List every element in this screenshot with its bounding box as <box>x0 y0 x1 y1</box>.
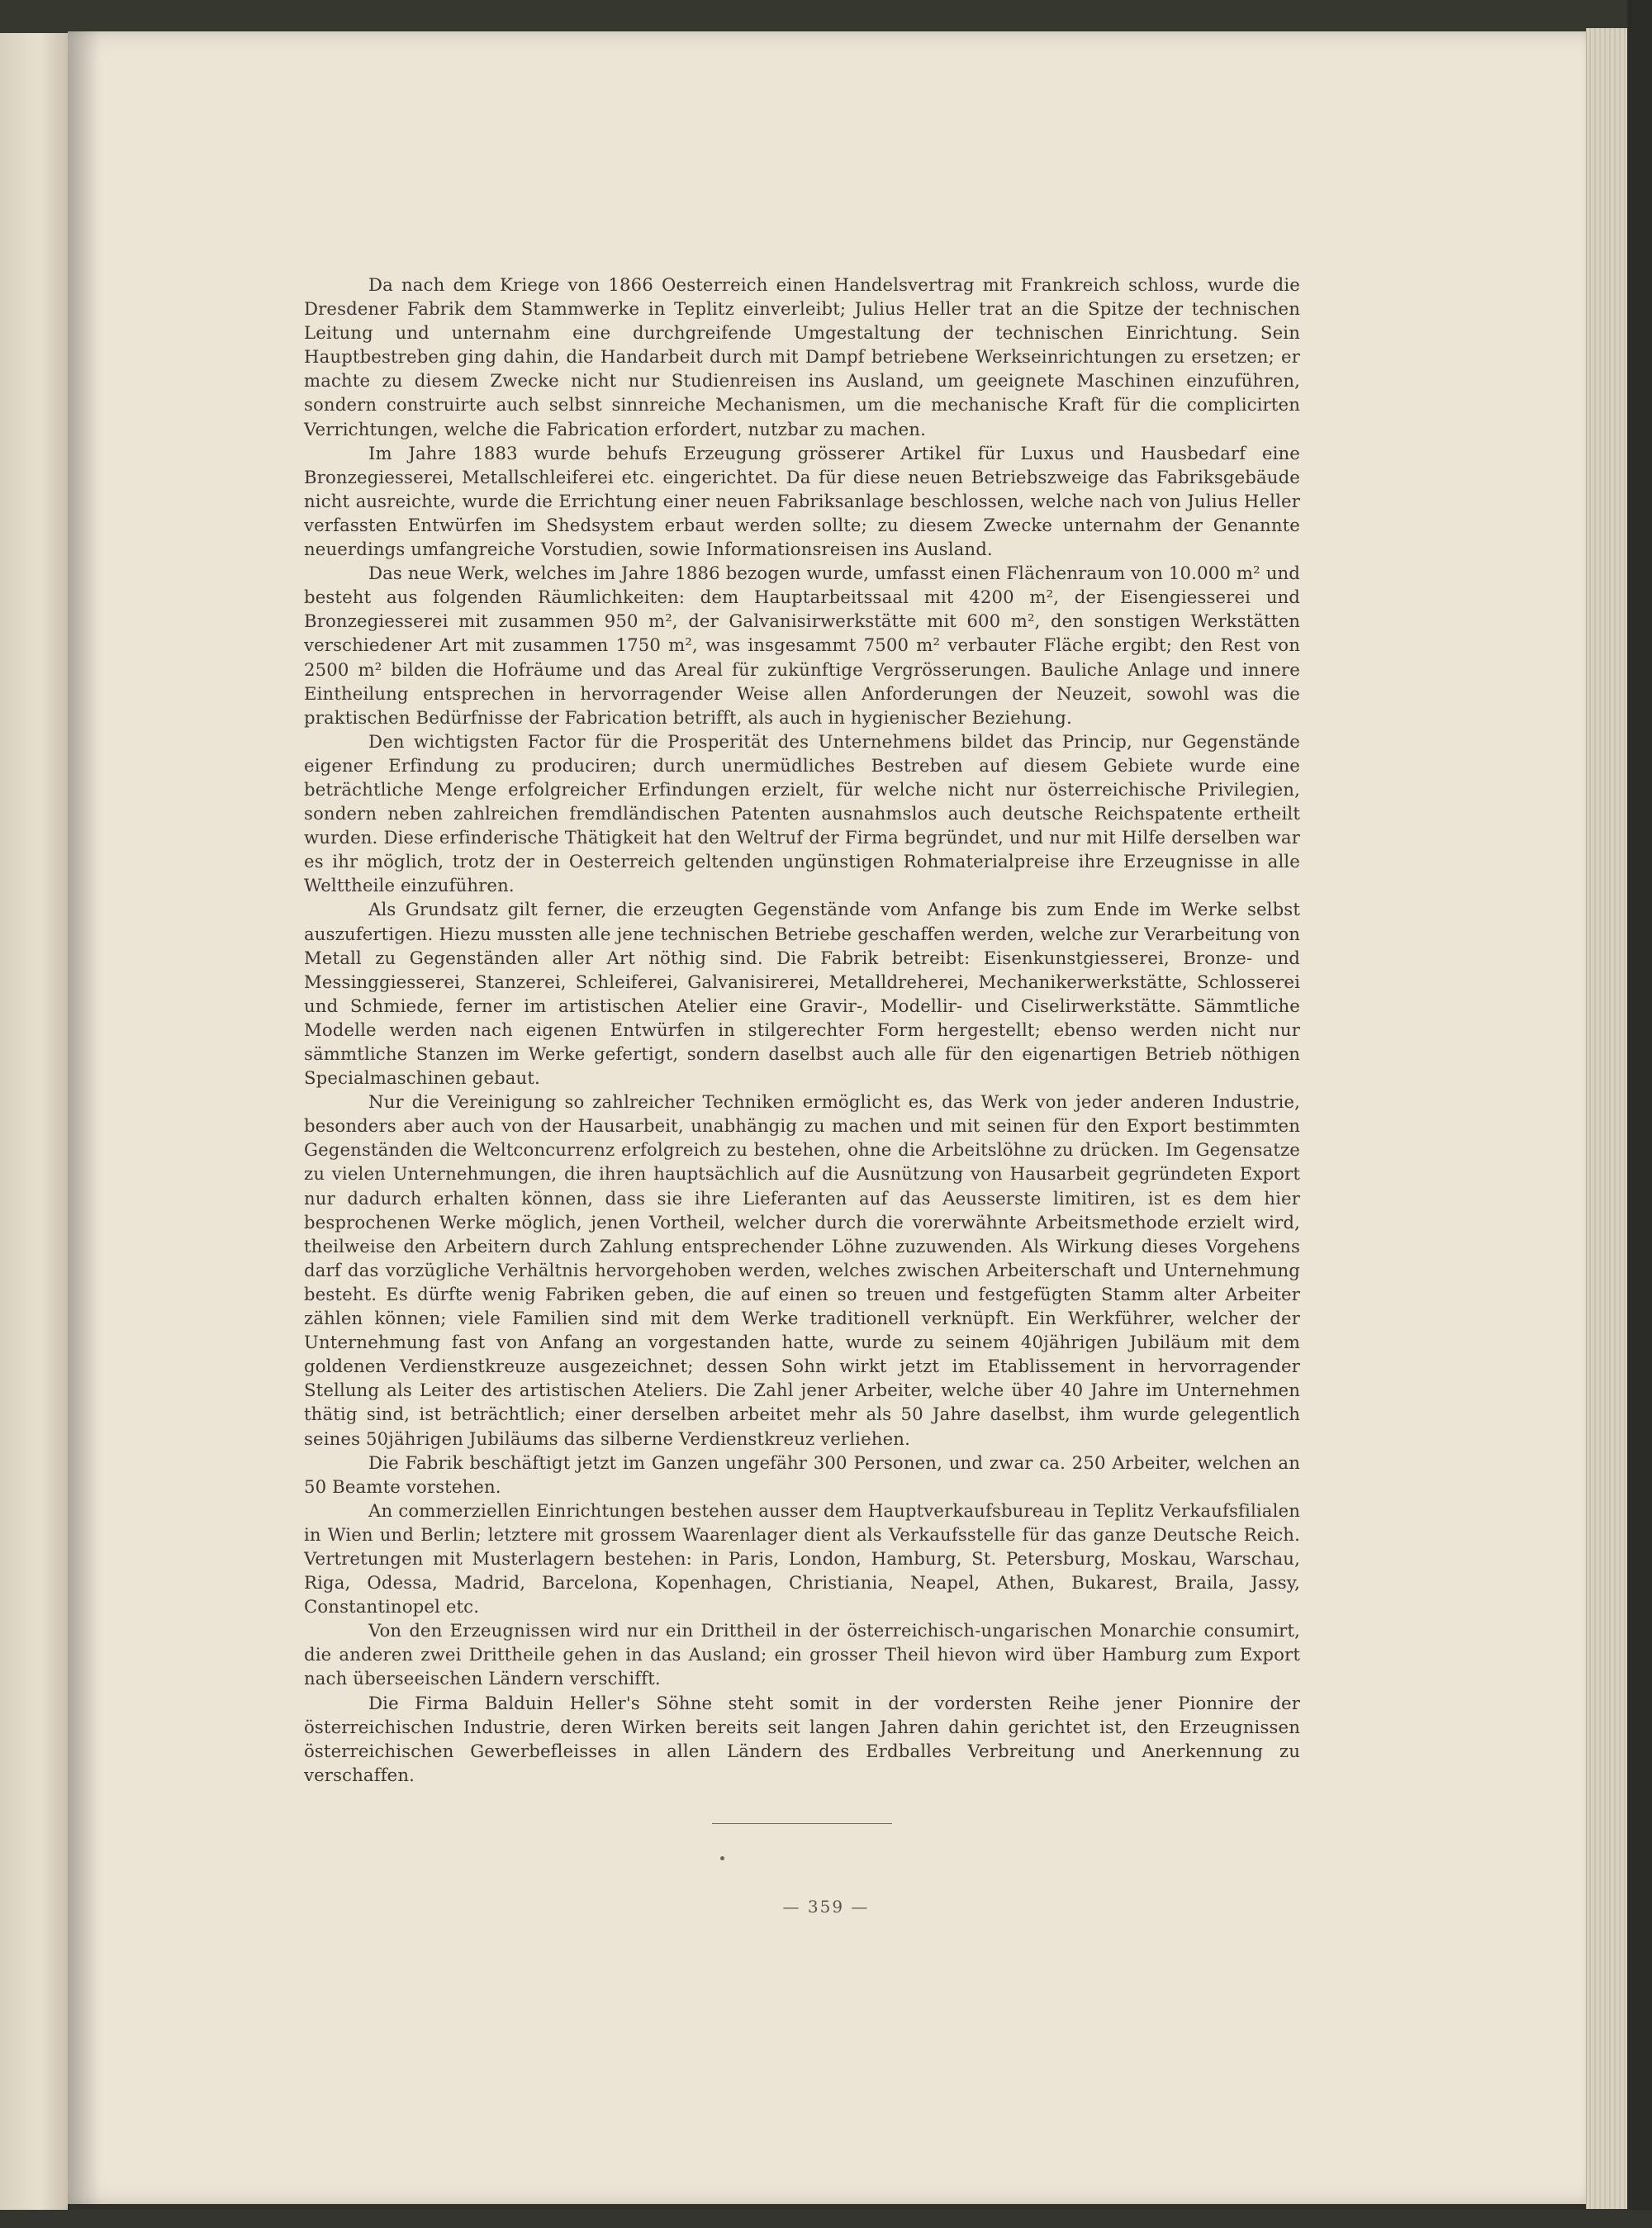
ink-speck <box>720 1856 724 1860</box>
page-number: — 359 — <box>782 1897 870 1917</box>
paragraph: Als Grundsatz gilt ferner, die erzeugten Gegenstände vom Anfange bis zum Ende im Werke selbst auszufertigen. Hiezu mussten alle jene technischen Betriebe geschaffen werden, welche zur Verarbeitung von Metall zu Gegenständen aller Art nöthig sind. Die Fabrik betreibt: Eisenkunstgiesserei, Bronze- und Messinggiesserei, Stanzerei, Schleiferei, Galvanisirerei, Metalldreherei, Mechanikerwerkstätte, Schlosserei und Schmiede, ferner im artistischen Atelier eine Gravir-, Modellir- und Ciselirwerkstätte. Sämmtliche Modelle werden nach eigenen Entwürfen in stilgerechter Form hergestellt; ebenso werden nicht nur sämmtliche Stanzen im Werke gefertigt, sondern daselbst auch alle für den eigenartigen Betrieb nöthigen Specialmaschinen gebaut. <box>304 899 1300 1089</box>
page-stack-edge <box>1586 28 1628 2209</box>
scanner-background-top <box>0 0 1652 33</box>
left-page-edge <box>0 33 68 2214</box>
paragraph: Im Jahre 1883 wurde behufs Erzeugung grösserer Artikel für Luxus und Hausbedarf eine Bronzegiesserei, Metallschleiferei etc. eingerichtet. Da für diese neuen Betriebszweige das Fabriksgebäude nicht ausreichte, wurde die Errichtung einer neuen Fabriksanlage beschlossen, welche nach von Julius Heller verfassten Entwürfen im Shedsystem erbaut werden sollte; zu diesem Zwecke unternahm der Genannte neuerdings umfangreiche Vorstudien, sowie Informationsreisen ins Ausland. <box>304 442 1300 560</box>
body-text <box>304 273 1300 1787</box>
scanner-background-bottom <box>0 2210 1652 2228</box>
section-end-rule <box>712 1823 892 1824</box>
paragraph: An commerziellen Einrichtungen bestehen ausser dem Hauptverkaufsbureau in Teplitz Verkaufsfilialen in Wien und Berlin; letztere mit grossem Waarenlager dient als Verkaufsstelle für das ganze Deutsche Reich. Vertretungen mit Musterlagern bestehen: in Paris, London, Hamburg, St. Petersburg, Moskau, Warschau, Riga, Odessa, Madrid, Barcelona, Kopenhagen, Christiania, Neapel, Athen, Bukarest, Braila, Jassy, Constantinopel etc. <box>304 1499 1300 1618</box>
paragraph: Da nach dem Kriege von 1866 Oesterreich einen Handelsvertrag mit Frankreich schloss, wurde die Dresdener Fabrik dem Stammwerke in Teplitz einverleibt; Julius Heller trat an die Spitze der technischen Leitung und unternahm eine durchgreifende Umgestaltung der technischen Einrichtung. Sein Hauptbestreben ging dahin, die Handarbeit durch mit Dampf betriebene Werkseinrichtungen zu ersetzen; er machte zu diesem Zwecke nicht nur Studienreisen ins Ausland, um geeignete Maschinen einzuführen, sondern construirte auch selbst sinnreiche Mechanismen, um die mechanische Kraft für die complicirten Verrichtungen, welche die Fabrication erfordert, nutzbar zu machen. <box>304 274 1300 439</box>
paragraph: Die Fabrik beschäftigt jetzt im Ganzen ungefähr 300 Personen, und zwar ca. 250 Arbeiter, welchen an 50 Beamte vorstehen. <box>304 1451 1300 1497</box>
scanner-background-right <box>1627 0 1652 2228</box>
gutter-shadow <box>68 31 101 2204</box>
paragraph: Nur die Vereinigung so zahlreicher Techniken ermöglicht es, das Werk von jeder anderen Industrie, besonders aber auch von der Hausarbeit, unabhängig zu machen und mit seinen für den Export bestimmten Gegenständen die Weltconcurrenz erfolgreich zu bestehen, ohne die Arbeitslöhne zu drücken. Im Gegensatze zu vielen Unternehmungen, die ihren hauptsächlich auf die Ausnützung von Hausarbeit gegründeten Export nur dadurch erhalten können, dass sie ihre Lieferanten auf das Aeusserste limitiren, ist es dem hier besprochenen Werke möglich, jenen Vortheil, welcher durch die vorerwähnte Arbeitsmethode erzielt wird, theilweise den Arbeitern durch Zahlung entsprechender Löhne zuzuwenden. Als Wirkung dieses Vorgehens darf das vorzügliche Verhältnis hervorgehoben werden, welches zwischen Arbeiterschaft und Unternehmung besteht. Es dürfte wenig Fabriken geben, die auf einen so treuen und festgefügten Stamm alter Arbeiter zählen können; viele Familien sind mit dem Werke traditionell verknüpft. Ein Werkführer, welcher der Unternehmung fast von Anfang an vorgestanden hatte, wurde zu seinem 40jährigen Jubiläum mit dem goldenen Verdienstkreuze ausgezeichnet; dessen Sohn wirkt jetzt im Etablissement in hervorragender Stellung als Leiter des artistischen Ateliers. Die Zahl jener Arbeiter, welche über 40 Jahre im Unternehmen thätig sind, ist beträchtlich; einer derselben arbeitet mehr als 50 Jahre daselbst, ihm wurde gelegentlich seines 50jährigen Jubiläums das silberne Verdienstkreuz verliehen. <box>304 1091 1300 1449</box>
paragraph: Den wichtigsten Factor für die Prosperität des Unternehmens bildet das Princip, nur Gegenstände eigener Erfindung zu produciren; durch unermüdliches Bestreben auf diesem Gebiete wurde eine beträchtliche Menge erfolgreicher Erfindungen erzielt, für welche nicht nur österreichische Privilegien, sondern neben zahlreichen fremdländischen Patenten ausnahmslos auch deutsche Reichspatente ertheilt wurden. Diese erfinderische Thätigkeit hat den Weltruf der Firma begründet, und nur mit Hilfe derselben war es ihr möglich, trotz der in Oesterreich geltenden ungünstigen Rohmaterialpreise ihre Erzeugnisse in alle Welttheile einzuführen. <box>304 730 1300 896</box>
paragraph: Von den Erzeugnissen wird nur ein Drittheil in der österreichisch-ungarischen Monarchie consumirt, die anderen zwei Drittheile gehen in das Ausland; ein grosser Theil hievon wird über Hamburg zum Export nach überseeischen Ländern verschifft. <box>304 1620 1300 1689</box>
paragraph: Das neue Werk, welches im Jahre 1886 bezogen wurde, umfasst einen Flächenraum von 10.000 m² und besteht aus folgenden Räumlichkeiten: dem Hauptarbeitssaal mit 4200 m², der Eisengiesserei und Bronzegiesserei mit zusammen 950 m², der Galvanisirwerkstätte mit 600 m², den sonstigen Werkstätten verschiedener Art mit zusammen 1750 m², was insgesammt 7500 m² verbauter Fläche ergibt; den Rest von 2500 m² bilden die Hofräume und das Areal für zukünftige Vergrösserungen. Bauliche Anlage und innere Eintheilung entsprechen in hervorragender Weise allen Anforderungen der Neuzeit, sowohl was die praktischen Bedürfnisse der Fabrication betrifft, als auch in hygienischer Beziehung. <box>304 563 1300 728</box>
paragraph: Die Firma Balduin Heller's Söhne steht somit in der vordersten Reihe jener Pionnire der österreichischen Industrie, deren Wirken bereits seit langen Jahren dahin gerichtet ist, den Erzeugnissen österreichischen Gewerbefleisses in allen Ländern des Erdballes Verbreitung und Anerkennung zu verschaffen. <box>304 1692 1300 1785</box>
